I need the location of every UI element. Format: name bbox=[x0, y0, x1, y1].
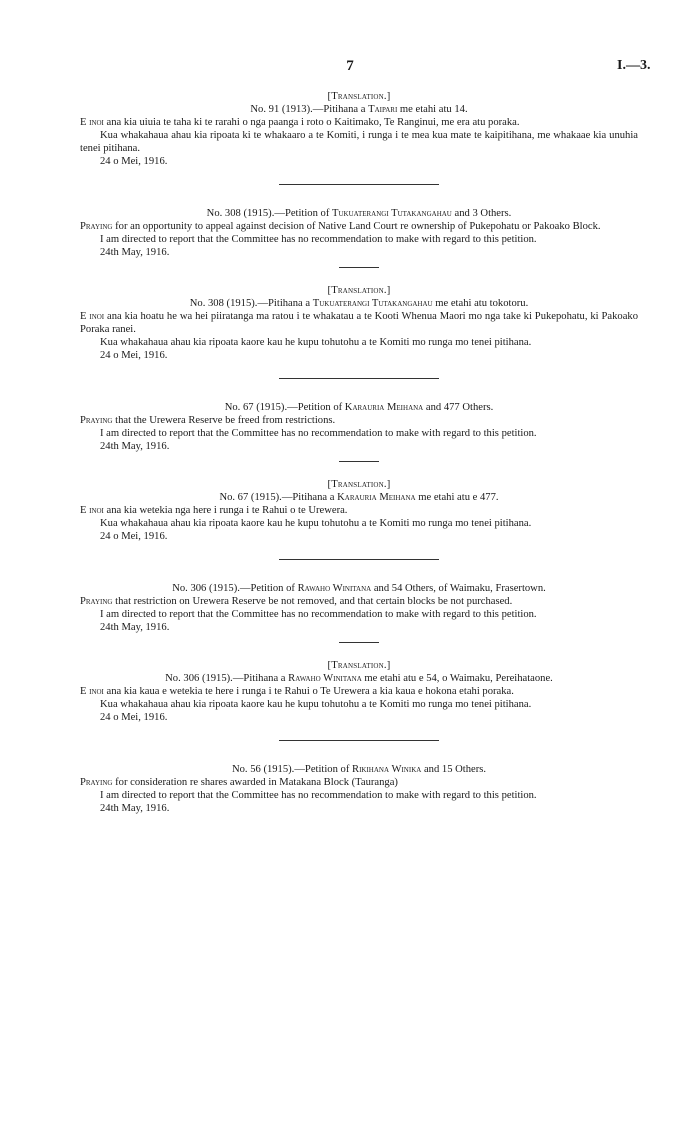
committee-report: I am directed to report that the Committee has no recommendation to make with regard to this petition. bbox=[100, 428, 537, 439]
petition-section bbox=[80, 207, 638, 259]
prayer-lead: Praying bbox=[80, 415, 113, 426]
report-date: 24th May, 1916. bbox=[100, 622, 170, 633]
committee-report: I am directed to report that the Committee has no recommendation to make with regard to this petition. bbox=[100, 234, 537, 245]
report-date: 24 o Mei, 1916. bbox=[100, 712, 168, 723]
report-date: 24th May, 1916. bbox=[100, 803, 170, 814]
heading-suffix: me etahi atu tokotoru. bbox=[432, 298, 529, 309]
heading-prefix: No. 56 (1915).—Petition of bbox=[231, 764, 353, 775]
heading-suffix: me etahi atu 14. bbox=[397, 104, 468, 115]
prayer-body: ana kia kaua e wetekia te here i runga i te Rahui o Te Urewera a kia kaua e hokona etahi poraka. bbox=[103, 686, 514, 697]
prayer-lead: Praying bbox=[80, 596, 113, 607]
petition-heading bbox=[80, 582, 638, 595]
series-code: I.—3. bbox=[617, 58, 651, 73]
committee-report: Kua whakahaua ahau kia ripoata kaore kau he kupu tohutohu a te Komiti mo runga mo tenei pitihana. bbox=[100, 518, 532, 529]
committee-report: Kua whakahaua ahau kia ripoata kaore kau he kupu tohutohu a te Komiti mo runga mo tenei pitihana. bbox=[100, 699, 532, 710]
petition-prayer bbox=[80, 220, 638, 233]
petition-heading bbox=[80, 763, 638, 776]
page-content bbox=[80, 90, 638, 815]
petition-heading bbox=[80, 672, 638, 685]
petition-prayer bbox=[80, 595, 638, 608]
heading-suffix: me etahi atu e 477. bbox=[415, 492, 499, 503]
petition-prayer bbox=[80, 685, 638, 698]
heading-suffix: and 3 Others. bbox=[451, 208, 512, 219]
petition-prayer bbox=[80, 116, 638, 129]
prayer-lead: E inoi bbox=[80, 686, 104, 697]
prayer-body: for consideration re shares awarded in Matakana Block (Tauranga) bbox=[112, 777, 398, 788]
petition-heading bbox=[80, 491, 638, 504]
heading-prefix: No. 308 (1915).—Petition of bbox=[206, 208, 333, 219]
report-date: 24 o Mei, 1916. bbox=[100, 350, 168, 361]
prayer-body: for an opportunity to appeal against decision of Native Land Court re ownership of Pukepohatu or Pakoako Block. bbox=[112, 221, 601, 232]
prayer-lead: E inoi bbox=[80, 311, 105, 322]
petition-section bbox=[80, 582, 638, 634]
translation-label: [Translation.] bbox=[327, 479, 391, 490]
petitioner-name: Rikihana Winika bbox=[352, 764, 422, 775]
petition-section bbox=[80, 659, 638, 724]
petition-section bbox=[80, 763, 638, 815]
petition-prayer bbox=[80, 504, 638, 517]
petition-section bbox=[80, 401, 638, 453]
prayer-lead: E inoi bbox=[80, 117, 104, 128]
heading-prefix: No. 67 (1915).—Petition of bbox=[224, 402, 345, 413]
petitioner-name: Karauria Meihana bbox=[344, 402, 424, 413]
committee-report: Kua whakahaua ahau kia ripoata ki te whakaaro a te Komiti, i runga i te mea kua mate te kaipitihana, me whakaae kia unuhia tenei pitihana. bbox=[80, 130, 638, 154]
translation-label: [Translation.] bbox=[327, 660, 391, 671]
prayer-lead: Praying bbox=[80, 221, 113, 232]
petitioner-name: Karauria Meihana bbox=[337, 492, 416, 503]
heading-prefix: No. 306 (1915).—Petition of bbox=[172, 583, 298, 594]
heading-suffix: and 54 Others, of Waimaku, Frasertown. bbox=[371, 583, 546, 594]
report-date: 24 o Mei, 1916. bbox=[100, 156, 168, 167]
petition-section bbox=[80, 478, 638, 543]
petition-section bbox=[80, 284, 638, 362]
petitioner-name: Tukuaterangi Tutakangahau bbox=[312, 298, 433, 309]
petitioner-name: Rawaho Winitana bbox=[288, 673, 362, 684]
prayer-lead: E inoi bbox=[80, 505, 104, 516]
petition-heading bbox=[80, 297, 638, 310]
report-date: 24th May, 1916. bbox=[100, 247, 170, 258]
prayer-body: that the Urewera Reserve be freed from restrictions. bbox=[112, 415, 336, 426]
translation-label: [Translation.] bbox=[327, 285, 391, 296]
prayer-body: ana kia hoatu he wa hei piiratanga ma ratou i te whakatau a te Kooti Whenua Maori mo nga take ki Pukepohatu, ki Pakoako Poraka ranei. bbox=[80, 311, 638, 335]
heading-prefix: No. 91 (1913).—Pitihana a bbox=[250, 104, 369, 115]
petitioner-name: Taipari bbox=[368, 104, 398, 115]
prayer-body: ana kia uiuia te taha ki te rarahi o nga paanga i roto o Kaitimako, Te Ranginui, me era atu poraka. bbox=[103, 117, 520, 128]
heading-prefix: No. 67 (1915).—Pitihana a bbox=[219, 492, 338, 503]
prayer-body: ana kia wetekia nga here i runga i te Rahui o te Urewera. bbox=[103, 505, 348, 516]
prayer-body: that restriction on Urewera Reserve be not removed, and that certain blocks be not purchased. bbox=[112, 596, 513, 607]
petitioner-name: Tukuaterangi Tutakangahau bbox=[332, 208, 452, 219]
petitioner-name: Rawaho Winitana bbox=[297, 583, 372, 594]
page-number: 7 bbox=[346, 58, 354, 74]
petition-prayer bbox=[80, 776, 638, 789]
heading-prefix: No. 308 (1915).—Pitihana a bbox=[189, 298, 313, 309]
report-date: 24th May, 1916. bbox=[100, 441, 170, 452]
translation-label: [Translation.] bbox=[327, 91, 391, 102]
report-date: 24 o Mei, 1916. bbox=[100, 531, 168, 542]
committee-report: Kua whakahaua ahau kia ripoata kaore kau he kupu tohutohu a te Komiti mo runga mo tenei pitihana. bbox=[100, 337, 532, 348]
petition-heading bbox=[80, 103, 638, 116]
heading-suffix: and 477 Others. bbox=[423, 402, 494, 413]
heading-prefix: No. 306 (1915).—Pitihana a bbox=[165, 673, 289, 684]
petition-section bbox=[80, 90, 638, 168]
petition-prayer bbox=[80, 414, 638, 427]
heading-suffix: me etahi atu e 54, o Waimaku, Pereihataone. bbox=[361, 673, 553, 684]
petition-heading bbox=[80, 401, 638, 414]
prayer-lead: Praying bbox=[80, 777, 113, 788]
committee-report: I am directed to report that the Committee has no recommendation to make with regard to this petition. bbox=[100, 609, 537, 620]
petition-prayer bbox=[80, 310, 638, 336]
committee-report: I am directed to report that the Committee has no recommendation to make with regard to this petition. bbox=[100, 790, 537, 801]
petition-heading bbox=[80, 207, 638, 220]
heading-suffix: and 15 Others. bbox=[421, 764, 487, 775]
